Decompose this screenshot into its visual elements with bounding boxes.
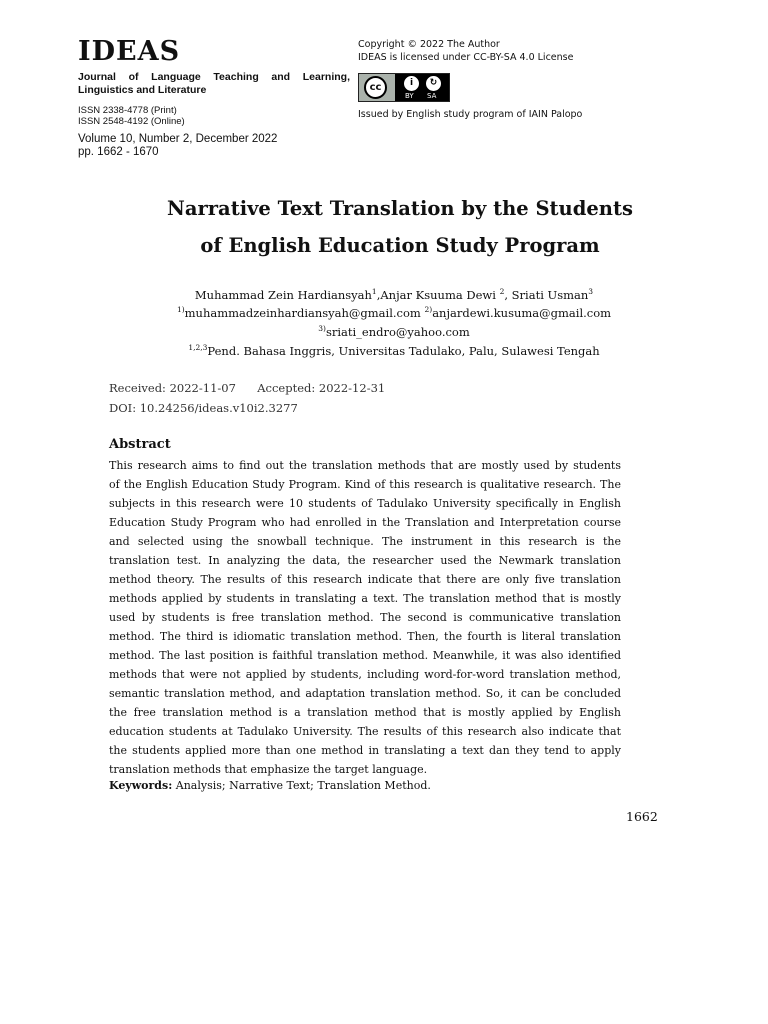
by-icon: i: [404, 76, 419, 91]
email-1[interactable]: muhammadzeinhardiansyah@gmail.com: [184, 305, 425, 320]
abstract-line: used by students is free translation method. The second is communicative translation: [109, 611, 621, 624]
page-number: 1662: [626, 809, 658, 824]
cc-badge-left: [359, 74, 395, 101]
sa-icon: ↻: [426, 76, 441, 91]
author-1-sup: 1: [371, 287, 377, 296]
received-label: Received:: [109, 381, 166, 395]
email-line-2: [100, 324, 688, 339]
email-3-sup: 3): [318, 324, 326, 333]
abstract-line: the free translation method is a translation method that is mostly applied by English: [109, 706, 621, 719]
sa-label: SA: [427, 92, 437, 100]
issn-print: ISSN 2338-4778 (Print): [78, 105, 177, 116]
abstract-line: method. The third is idiomatic translation method. Then, the fourth is literal translation: [109, 630, 621, 643]
accepted-label: Accepted:: [257, 381, 316, 395]
journal-name: Journal of Language Teaching and Learning, Linguistics and Literature: [78, 71, 350, 96]
license-notice: IDEAS is licensed under CC-BY-SA 4.0 License: [358, 52, 574, 63]
abstract-line: subjects in this research were 10 students of Tadulako University specifically in English: [109, 497, 621, 510]
abstract-line: methods applied by students in translating a text. The translation method that is mostly: [109, 592, 621, 605]
issued-by: Issued by English study program of IAIN Palopo: [358, 109, 583, 120]
accepted-date: 2022-12-31: [318, 381, 386, 395]
abstract-line: the students applied more than one method in translating a text dan they tend to apply: [109, 744, 621, 757]
email-2[interactable]: anjardewi.kusuma@gmail.com: [432, 305, 612, 320]
abstract-line: This research aims to find out the translation methods that are mostly used by students: [109, 459, 621, 472]
article-title-line-2: of English Education Study Program: [200, 234, 600, 257]
author-3: , Sriati Usman: [504, 287, 589, 302]
author-2: ,Anjar Ksuuma Dewi: [376, 287, 500, 302]
affiliation-sup: 1,2,3: [188, 343, 208, 352]
author-list: [100, 287, 688, 302]
article-title-line-1: Narrative Text Translation by the Students: [167, 197, 633, 220]
email-1-sup: 1): [176, 305, 185, 314]
keywords-text: Analysis; Narrative Text; Translation Method.: [172, 779, 431, 792]
doi[interactable]: DOI: 10.24256/ideas.v10i2.3277: [109, 401, 298, 415]
abstract-heading: Abstract: [109, 437, 171, 452]
issn-online: ISSN 2548-4192 (Online): [78, 116, 185, 127]
abstract-line: of the English Education Study Program. Kind of this research is qualitative research. The: [109, 478, 621, 491]
abstract-line: Education Study Program who had enrolled in the Translation and Interpretation course: [109, 516, 621, 529]
dates-line: [109, 381, 385, 395]
abstract-line: semantic translation method, and adaptation translation method. So, it can be concluded: [109, 687, 621, 700]
abstract-line: methods that were not applied by students, including word-for-word translation method,: [109, 668, 621, 681]
cc-by-sa-license-badge[interactable]: [358, 73, 450, 102]
abstract-line: method. The last position is faithful translation method. Meanwhile, it was also identified: [109, 649, 621, 662]
cc-icon: cc: [364, 76, 387, 99]
abstract-line: method theory. The results of this research indicate that there are only five translation: [109, 573, 621, 586]
affiliation-text: Pend. Bahasa Inggris, Universitas Tadulako, Palu, Sulawesi Tengah: [207, 343, 600, 358]
received-date: 2022-11-07: [169, 381, 236, 395]
email-3[interactable]: sriati_endro@yahoo.com: [325, 324, 470, 339]
copyright-notice: Copyright © 2022 The Author: [358, 39, 500, 50]
journal-logo: IDEAS: [78, 36, 181, 67]
email-line-1: [100, 305, 688, 320]
abstract-line: and selected using the snowball technique. The instrument in this research is the: [109, 535, 621, 548]
page-range: pp. 1662 - 1670: [78, 146, 159, 158]
abstract-line: translation test. In analyzing the data, the researcher used the Newmark translation: [109, 554, 621, 567]
email-2-sup: 2): [424, 305, 433, 314]
volume-info: Volume 10, Number 2, December 2022: [78, 133, 278, 145]
cc-badge-right: [395, 74, 449, 101]
author-3-sup: 3: [588, 287, 594, 296]
abstract-line: translation methods that emphasize the target language.: [109, 763, 428, 776]
author-1: Muhammad Zein Hardiansyah: [194, 287, 372, 302]
keywords: [109, 779, 431, 792]
author-2-sup: 2: [499, 287, 505, 296]
keywords-label: Keywords:: [109, 779, 173, 792]
abstract-line: education students at Tadulako University. The results of this research also indicate that: [109, 725, 621, 738]
by-label: BY: [405, 92, 414, 100]
affiliation: [100, 343, 688, 358]
